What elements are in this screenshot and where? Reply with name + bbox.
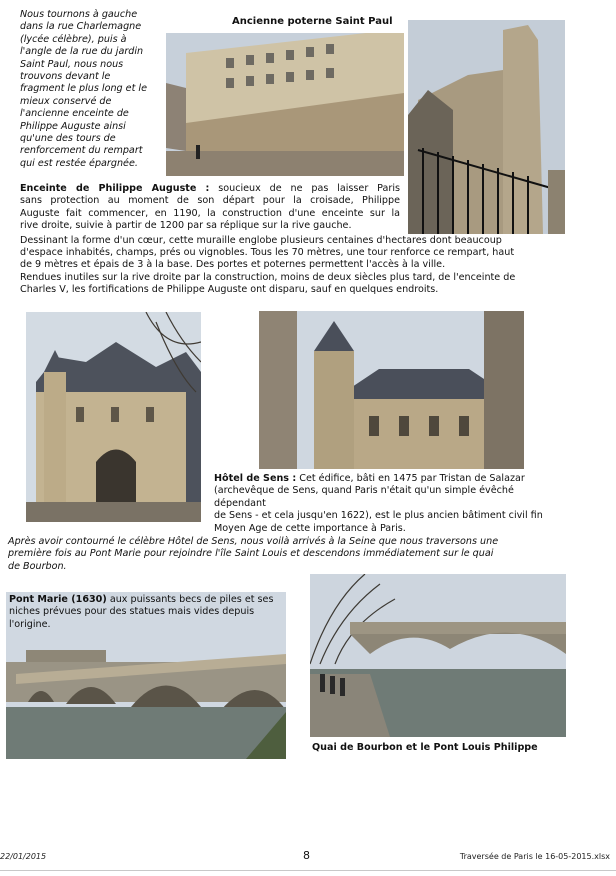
transition-line: de Bourbon. [8,560,67,572]
sens-line: Moyen Age de cette importance à Paris. [214,522,406,534]
intro-line: Philippe Auguste ainsi [20,120,126,132]
footer-filename: Traversée de Paris le 16-05-2015.xlsx [459,852,610,861]
enceinte-para2-line: de 9 mètres et épais de 3 à la base. Des portes et poternes permettent l'accès à la ville. [20,259,446,271]
intro-line: trouvons devant le [20,71,111,83]
hotel-sens-corner-photo [26,312,201,522]
enceinte-para2-line: Rendues inutiles sur la rive droite par la construction, moins de deux siècles plus tard, de l'enceinte de [20,271,516,283]
intro-line: l'ancienne enceinte de [20,108,129,120]
sens-first-line: Cet édifice, bâti en 1475 par Tristan de Salazar [299,473,525,484]
enceinte-first-line: soucieux de ne pas laisser Paris [218,183,400,194]
enceinte-para2-line: Charles V, les fortifications de Philippe Auguste ont disparu, sauf en quelques endroits. [20,284,439,296]
intro-line: renforcement du rempart [20,145,143,157]
sens-section [214,473,566,535]
pont-marie-line [9,594,284,606]
transition-line: Après avoir contourné le célèbre Hôtel de Sens, nous voilà arrivés à la Seine que nous traversons une [8,536,499,547]
intro-text [20,9,160,170]
sens-title: Hôtel de Sens : [214,473,297,484]
footer-page-number: 8 [303,849,310,862]
enceinte-para1-line [20,183,400,195]
intro-line: Saint Paul, nous nous [20,58,124,70]
intro-line: qui est restée épargnée. [20,157,138,169]
quai-caption: Quai de Bourbon et le Pont Louis Philippe [312,742,538,753]
quai-bourbon-photo [310,574,566,737]
sens-line: (archevêque de Sens, quand Paris n'était qu'un simple évêché dépendant [214,485,514,509]
wall-photo [166,33,404,176]
intro-line: mieux conservé de [20,95,112,107]
poterne-caption: Ancienne poterne Saint Paul [232,16,393,27]
intro-line: qu'une des tours de [20,133,116,145]
enceinte-para2 [20,235,568,297]
pont-marie-line: niches prévues pour des statues mais vides depuis [9,606,255,618]
transition-line: première fois au Pont Marie pour rejoindre l'île Saint Louis et descendons immédiatement sur le quai [8,548,494,560]
intro-line: (lycée célèbre), puis à [20,33,127,45]
enceinte-para1-line: sans protection au moment de son départ pour la croisade, Philippe [20,195,400,207]
footer-divider [0,870,616,871]
transition-text [8,536,568,573]
hotel-sens-court-photo [259,311,524,469]
intro-line: fragment le plus long et le [20,83,147,95]
enceinte-title: Enceinte de Philippe Auguste : [20,183,210,194]
intro-line: l'angle de la rue du jardin [20,46,144,58]
pont-marie-section [9,594,284,631]
enceinte-para2-line: d'espace inhabités, champs, prés ou vignobles. Tous les 70 mètres, une tour renforce ce rempart, haut [20,247,515,259]
pont-marie-line: l'origine. [9,618,51,630]
enceinte-para1-line: rive droite, suivie à partir de 1200 par sa réplique sur la rive gauche. [20,220,352,232]
sens-line: de Sens - et cela jusqu'en 1622), est le plus ancien bâtiment civil fin [214,510,543,522]
footer-date: 22/01/2015 [0,852,47,861]
sens-line [214,473,566,485]
enceinte-para1-line: Auguste fait commencer, en 1190, la construction d'une enceinte sur la [20,207,400,219]
enceinte-para2-line: Dessinant la forme d'un cœur, cette muraille englobe plusieurs centaines d'hectares dont beaucoup [20,234,502,246]
enceinte-para1 [20,183,400,233]
enceinte-section [20,183,568,297]
pont-marie-title: Pont Marie (1630) [9,594,107,605]
intro-line: Nous tournons à gauche [20,9,138,20]
pont-marie-first-line: aux puissants becs de piles et ses [109,594,274,605]
intro-line: dans la rue Charlemagne [20,21,142,33]
